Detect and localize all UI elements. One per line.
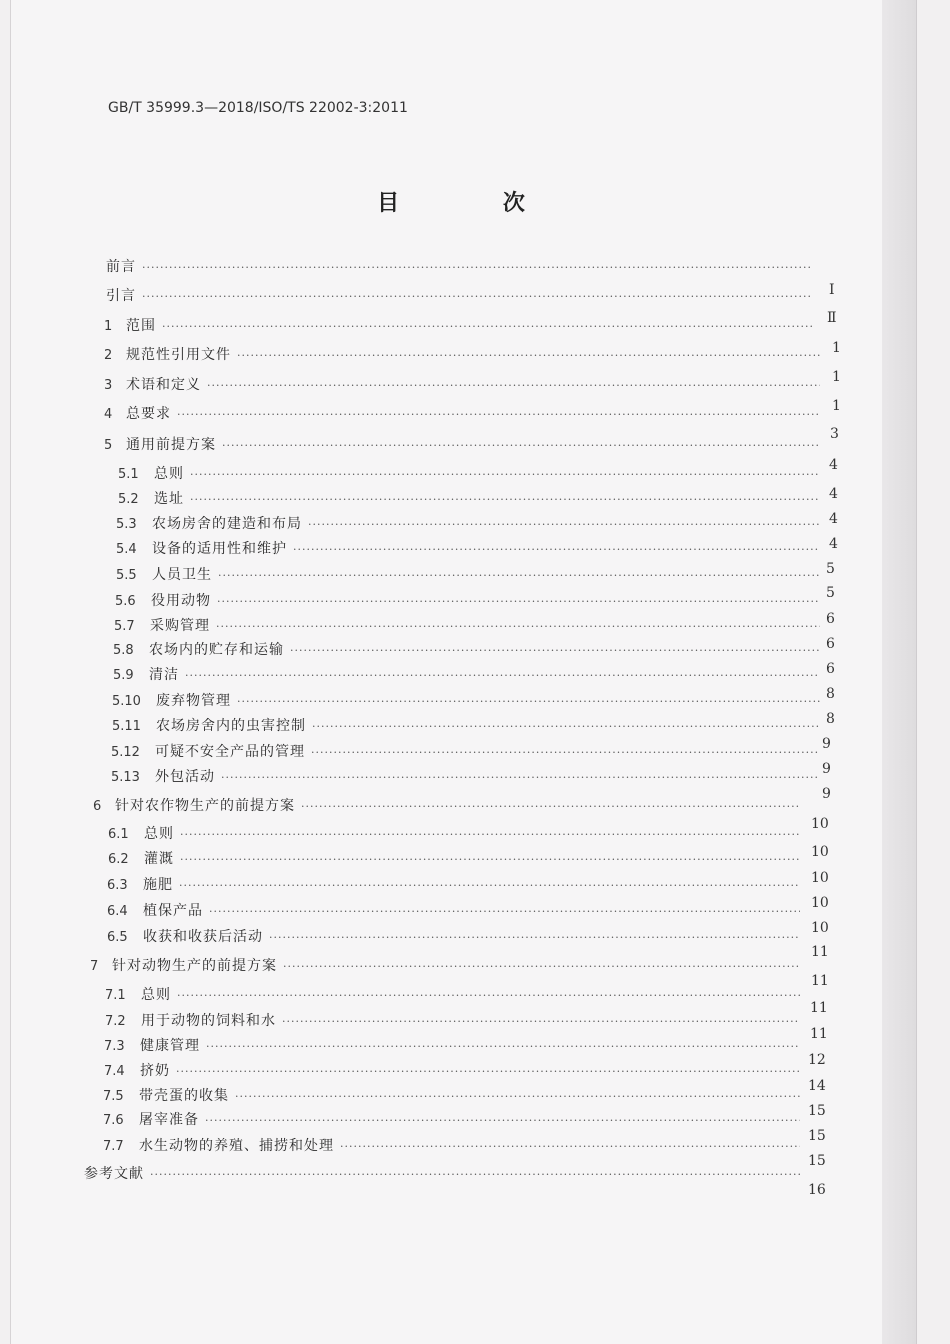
toc-entry-number: 5.7 <box>114 619 135 634</box>
toc-entry-label: 屠宰准备 <box>139 1112 199 1128</box>
page-title: 目 次 <box>377 191 573 216</box>
toc-page-number: 9 <box>822 761 831 777</box>
toc-page-number: 12 <box>808 1052 826 1068</box>
toc-entry-label: 前言 <box>106 259 136 275</box>
toc-page-number: 1 <box>832 340 841 356</box>
toc-entry-label: 农场房舍的建造和布局 <box>152 516 302 532</box>
toc-leader-dots <box>150 1166 800 1184</box>
toc-page-number: 1 <box>832 369 841 385</box>
toc-entry-label: 挤奶 <box>140 1063 170 1079</box>
toc-entry[interactable] <box>104 1037 806 1056</box>
toc-page-number: 16 <box>808 1182 826 1198</box>
toc-leader-dots <box>312 718 820 736</box>
toc-page-number: I <box>829 282 835 298</box>
toc-entry-number: 6.3 <box>107 878 128 893</box>
toc-entry-number: 2 <box>104 348 113 363</box>
toc-leader-dots <box>207 377 820 395</box>
toc-entry-number: 5.13 <box>111 770 140 785</box>
toc-leader-dots <box>301 798 800 816</box>
toc-leader-dots <box>177 987 800 1005</box>
toc-entry-label: 针对农作物生产的前提方案 <box>115 798 295 814</box>
toc-entry[interactable] <box>112 692 826 711</box>
toc-leader-dots <box>222 437 820 455</box>
toc-leader-dots <box>209 903 800 921</box>
toc-entry[interactable] <box>93 797 806 816</box>
toc-page-number: 14 <box>808 1078 826 1094</box>
toc-page-number: 8 <box>826 711 835 727</box>
toc-entry-number: 4 <box>104 407 113 422</box>
toc-entry-label: 引言 <box>106 288 136 304</box>
toc-entry[interactable] <box>90 957 806 976</box>
toc-leader-dots <box>190 491 820 509</box>
toc-entry[interactable] <box>103 1087 806 1106</box>
toc-entry-number: 7.5 <box>103 1089 124 1104</box>
toc-leader-dots <box>177 406 820 424</box>
toc-entry-label: 范围 <box>126 318 156 334</box>
toc-entry[interactable] <box>105 986 806 1005</box>
toc-entry-number: 3 <box>104 378 113 393</box>
toc-entry-number: 6 <box>93 799 102 814</box>
toc-entry[interactable] <box>104 405 826 424</box>
toc-page-number: 10 <box>811 816 829 832</box>
toc-entry[interactable] <box>104 1062 806 1081</box>
toc-entry-label: 水生动物的养殖、捕捞和处理 <box>139 1138 334 1154</box>
toc-leader-dots <box>205 1112 800 1130</box>
toc-page-number: 4 <box>829 486 838 502</box>
toc-leader-dots <box>142 259 812 277</box>
toc-page-number: 8 <box>826 686 835 702</box>
toc-leader-dots <box>217 593 820 611</box>
toc-entry-label: 选址 <box>154 491 184 507</box>
toc-leader-dots <box>311 744 820 762</box>
toc-entry[interactable] <box>114 617 826 636</box>
toc-entry[interactable] <box>112 717 826 736</box>
toc-entry-label: 总则 <box>144 826 174 842</box>
toc-entry-number: 6.4 <box>107 904 128 919</box>
toc-entry[interactable] <box>104 436 826 455</box>
toc-leader-dots <box>142 288 812 306</box>
toc-entry-label: 参考文献 <box>84 1166 144 1182</box>
toc-entry-label: 带壳蛋的收集 <box>139 1088 229 1104</box>
toc-entry-label: 植保产品 <box>143 903 203 919</box>
toc-leader-dots <box>176 1063 800 1081</box>
toc-leader-dots <box>308 516 820 534</box>
toc-entry-label: 规范性引用文件 <box>126 347 231 363</box>
toc-page-number: 4 <box>829 511 838 527</box>
toc-entry[interactable] <box>108 825 806 844</box>
toc-entry-number: 5.3 <box>116 517 137 532</box>
toc-entry[interactable] <box>107 902 806 921</box>
toc-entry-number: 7 <box>90 959 99 974</box>
toc-page-number: 9 <box>822 786 831 802</box>
toc-page-number: Ⅱ <box>827 310 837 326</box>
toc-leader-dots <box>282 1013 800 1031</box>
toc-page-number: 15 <box>808 1128 826 1144</box>
toc-entry-number: 5.11 <box>112 719 141 734</box>
toc-page-number: 10 <box>811 895 829 911</box>
toc-entry[interactable] <box>106 287 818 306</box>
toc-entry-label: 役用动物 <box>151 593 211 609</box>
toc-entry-label: 设备的适用性和维护 <box>152 541 287 557</box>
toc-leader-dots <box>235 1088 800 1106</box>
toc-entry-label: 清洁 <box>149 667 179 683</box>
toc-entry-number: 7.4 <box>104 1064 125 1079</box>
toc-entry[interactable] <box>107 928 806 947</box>
toc-entry-label: 用于动物的饲料和水 <box>141 1013 276 1029</box>
toc-entry-number: 7.1 <box>105 988 126 1003</box>
toc-entry-label: 可疑不安全产品的管理 <box>155 744 305 760</box>
toc-entry-number: 7.3 <box>104 1039 125 1054</box>
toc-leader-dots <box>269 929 800 947</box>
toc-page-number: 15 <box>808 1103 826 1119</box>
toc-entry-label: 灌溉 <box>144 851 174 867</box>
toc-entry-number: 7.2 <box>105 1014 126 1029</box>
standard-code: GB/T 35999.3—2018/ISO/TS 22002-3:2011 <box>108 100 408 116</box>
toc-entry-label: 总则 <box>154 466 184 482</box>
toc-page-number: 15 <box>808 1153 826 1169</box>
toc-leader-dots <box>216 618 820 636</box>
toc-entry-label: 针对动物生产的前提方案 <box>112 958 277 974</box>
toc-entry[interactable] <box>84 1165 806 1184</box>
toc-entry[interactable] <box>107 876 806 895</box>
toc-entry[interactable] <box>113 666 826 685</box>
toc-entry[interactable] <box>103 1111 806 1130</box>
toc-leader-dots <box>185 667 820 685</box>
toc-entry-number: 5.2 <box>118 492 139 507</box>
toc-page-number: 6 <box>826 636 835 652</box>
toc-leader-dots <box>237 693 820 711</box>
toc-entry-label: 外包活动 <box>155 769 215 785</box>
toc-entry-number: 5.10 <box>112 694 141 709</box>
toc-leader-dots <box>179 877 800 895</box>
toc-entry[interactable] <box>118 465 826 484</box>
toc-entry[interactable] <box>104 376 826 395</box>
toc-entry-label: 总则 <box>141 987 171 1003</box>
toc-leader-dots <box>180 826 800 844</box>
toc-page-number: 6 <box>826 661 835 677</box>
toc-entry[interactable] <box>108 850 806 869</box>
toc-entry[interactable] <box>116 566 826 585</box>
toc-page-number: 6 <box>826 611 835 627</box>
toc-page-number: 5 <box>826 585 835 601</box>
toc-page-number: 10 <box>811 920 829 936</box>
toc-entry[interactable] <box>103 1137 806 1156</box>
toc-page-number: 4 <box>829 536 838 552</box>
toc-page-number: 10 <box>811 870 829 886</box>
toc-page-number: 10 <box>811 844 829 860</box>
toc-leader-dots <box>221 769 820 787</box>
toc-entry-number: 5.1 <box>118 467 139 482</box>
toc-entry-number: 5.5 <box>116 568 137 583</box>
toc-entry[interactable] <box>104 317 818 336</box>
toc-entry-number: 5.6 <box>115 594 136 609</box>
toc-leader-dots <box>293 541 820 559</box>
toc-entry[interactable] <box>111 743 826 762</box>
toc-entry-label: 总要求 <box>126 406 171 422</box>
toc-leader-dots <box>180 851 800 869</box>
toc-entry[interactable] <box>116 515 826 534</box>
toc-entry[interactable] <box>106 258 818 277</box>
toc-page-number: 5 <box>826 561 835 577</box>
toc-page-number: 9 <box>822 736 831 752</box>
toc-page-number: 3 <box>830 426 839 442</box>
toc-entry[interactable] <box>113 641 826 660</box>
toc-entry-number: 1 <box>104 319 113 334</box>
toc-entry-label: 废弃物管理 <box>156 693 231 709</box>
toc-entry[interactable] <box>104 346 826 365</box>
toc-entry[interactable] <box>111 768 826 787</box>
toc-entry-number: 6.2 <box>108 852 129 867</box>
toc-entry-label: 农场内的贮存和运输 <box>149 642 284 658</box>
toc-entry-number: 7.6 <box>103 1113 124 1128</box>
toc-entry-number: 5.4 <box>116 542 137 557</box>
toc-leader-dots <box>290 642 820 660</box>
toc-page-number: 11 <box>811 944 829 960</box>
toc-entry[interactable] <box>116 540 826 559</box>
toc-entry-label: 术语和定义 <box>126 377 201 393</box>
toc-entry[interactable] <box>105 1012 806 1031</box>
toc-entry-label: 通用前提方案 <box>126 437 216 453</box>
toc-entry-label: 健康管理 <box>140 1038 200 1054</box>
toc-entry-number: 6.5 <box>107 930 128 945</box>
toc-leader-dots <box>218 567 820 585</box>
toc-page-number: 4 <box>829 457 838 473</box>
toc-entry-number: 6.1 <box>108 827 129 842</box>
toc-leader-dots <box>283 958 800 976</box>
toc-entry-label: 采购管理 <box>150 618 210 634</box>
toc-entry-number: 5.9 <box>113 668 134 683</box>
toc-entry[interactable] <box>118 490 826 509</box>
toc-leader-dots <box>162 318 812 336</box>
toc-leader-dots <box>340 1138 800 1156</box>
toc-page-number: 1 <box>832 398 841 414</box>
toc-entry[interactable] <box>115 592 826 611</box>
toc-leader-dots <box>190 466 820 484</box>
toc-entry-number: 5.8 <box>113 643 134 658</box>
toc-page-number: 11 <box>810 1026 828 1042</box>
toc-entry-label: 施肥 <box>143 877 173 893</box>
toc-page-number: 11 <box>810 1000 828 1016</box>
toc-entry-label: 收获和收获后活动 <box>143 929 263 945</box>
toc-entry-number: 7.7 <box>103 1139 124 1154</box>
toc-entry-label: 农场房舍内的虫害控制 <box>156 718 306 734</box>
toc-entry-number: 5.12 <box>111 745 140 760</box>
toc-page-number: 11 <box>811 973 829 989</box>
toc-entry-label: 人员卫生 <box>152 567 212 583</box>
toc-leader-dots <box>237 347 820 365</box>
toc-leader-dots <box>206 1038 800 1056</box>
toc-entry-number: 5 <box>104 438 113 453</box>
